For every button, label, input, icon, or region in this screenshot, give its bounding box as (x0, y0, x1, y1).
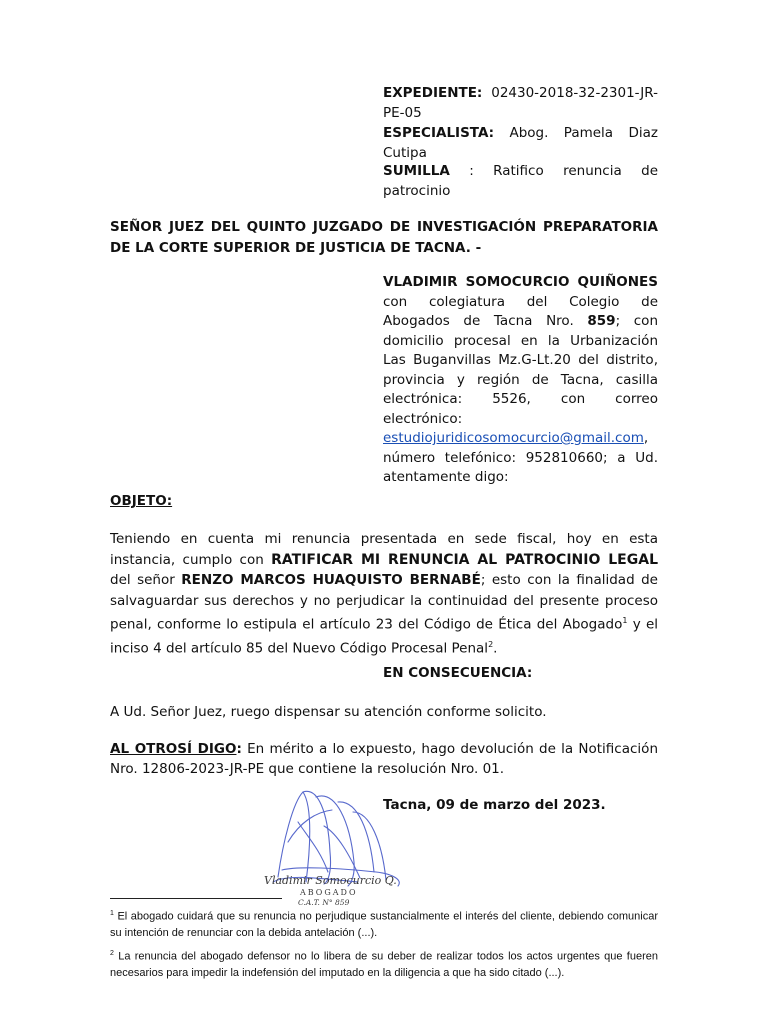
footnote-2-mark: 2 (110, 950, 114, 957)
otrosi-colon: : (236, 741, 242, 757)
ratificar-phrase: RATIFICAR MI RENUNCIA AL PATROCINIO LEGAL (271, 551, 658, 568)
objeto-text-4: y el inciso 4 del artículo 85 del Nuevo Código Procesal Penal (110, 616, 658, 657)
footnote-ref-2[interactable]: 2 (488, 640, 494, 649)
footnote-ref-1[interactable]: 1 (622, 616, 628, 625)
objeto-text-3: ; esto con la finalidad de salvaguardar sus derechos y no perjudicar la continuidad del presente proceso penal, conforme lo estipula el artículo 23 del Código de Ética del Abogado (110, 572, 658, 633)
intro-text-2: ; con domicilio procesal en la Urbanización Las Buganvillas Mz.G-Lt.20 del distrito, provincia y región de Tacna, casilla electrónica: 5526, con correo electrónico: (383, 313, 658, 427)
footnote-separator (110, 898, 282, 899)
lawyer-name: VLADIMIR SOMOCURCIO QUIÑONES (383, 274, 658, 290)
addressee: SEÑOR JUEZ DEL QUINTO JUZGADO DE INVESTIGACIÓN PREPARATORIA DE LA CORTE SUPERIOR DE JUSTICIA DE TACNA. - (110, 219, 658, 256)
signature (258, 782, 418, 910)
consecuencia-heading: EN CONSECUENCIA: (383, 665, 533, 681)
otrosi-label: AL OTROSÍ DIGO (110, 741, 237, 757)
client-name: RENZO MARCOS HUAQUISTO BERNABÉ (181, 572, 481, 588)
otrosi-paragraph (110, 739, 658, 779)
expediente-line (383, 84, 658, 123)
footnote-1 (110, 906, 658, 941)
sumilla-line (383, 162, 658, 201)
especialista-value: Abog. Pamela Diaz Cutipa (383, 125, 658, 161)
otrosi-text: En mérito a lo expuesto, hago devolución de la Notificación Nro. 12806-2023-JR-PE que contiene la resolución Nro. 01. (110, 741, 658, 777)
stamp-title: ABOGADO (300, 888, 358, 897)
email-link[interactable]: estudiojuridicosomocurcio@gmail.com (383, 430, 644, 446)
objeto-paragraph (110, 529, 658, 659)
ruego-line: A Ud. Señor Juez, ruego dispensar su atención conforme solicito. (110, 704, 547, 720)
expediente-label: EXPEDIENTE: (383, 85, 483, 101)
intro-text-1: con colegiatura del Colegio de Abogados de Tacna Nro. (383, 293, 658, 329)
stamp-registration: C.A.T. N° 859 (298, 898, 350, 907)
stamp-name: Vladimir Somocurcio Q. (264, 874, 397, 887)
intro-paragraph (383, 273, 658, 488)
expediente-value: 02430-2018-32-2301-JR-PE-05 (383, 85, 658, 121)
footnote-1-text: El abogado cuidará que su renuncia no perjudique sustancialmente el interés del cliente, debiendo comunicar su intención de renunciar con la debida antelación (...). (110, 910, 658, 939)
objeto-text-1: Teniendo en cuenta mi renuncia presentada en sede fiscal, hoy en esta instancia, cumplo con (110, 531, 658, 568)
especialista-label: ESPECIALISTA: (383, 125, 495, 141)
objeto-heading: OBJETO: (110, 493, 173, 509)
objeto-text-5: . (493, 640, 498, 657)
sumilla-label: SUMILLA (383, 163, 450, 179)
intro-text-3: , número telefónico: 952810660; a Ud. atentamente digo: (383, 430, 658, 485)
sumilla-value: : Ratifico renuncia de patrocinio (383, 163, 659, 199)
fecha-line: Tacna, 09 de marzo del 2023. (383, 797, 606, 813)
footnote-2 (110, 946, 658, 981)
footnote-1-mark: 1 (110, 910, 114, 917)
objeto-text-2: del señor (110, 572, 182, 588)
colegiatura-number: 859 (587, 313, 616, 329)
footnote-2-text: La renuncia del abogado defensor no lo libera de su deber de realizar todos los actos urgentes que fueren necesarios para impedir la indefensión del imputado en la diligencia a que ha sido citado (...). (110, 950, 658, 979)
especialista-line (383, 124, 658, 163)
